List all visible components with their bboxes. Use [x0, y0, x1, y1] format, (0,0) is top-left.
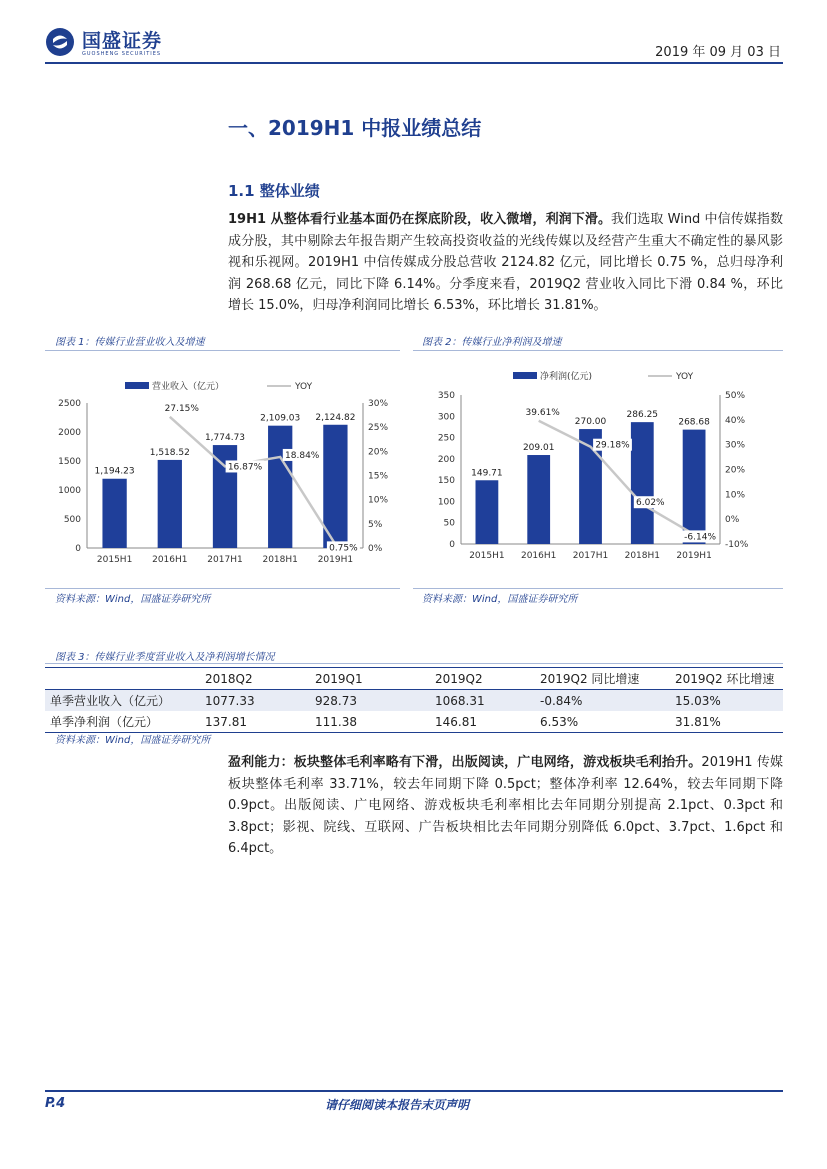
page-number: P.4	[45, 1096, 66, 1111]
table-header-row	[45, 668, 783, 690]
legend-line-label: YOY	[676, 372, 694, 382]
bar-value-label: 1,774.73	[204, 433, 246, 444]
table-cell: 单季净利润（亿元）	[45, 711, 200, 733]
y2-tick-label: 30%	[368, 399, 389, 409]
table-cell: 1068.31	[430, 690, 535, 712]
profitability-lead: 盈利能力：板块整体毛利率略有下滑，出版阅读，广电网络，游戏板块毛利抬升。	[228, 755, 702, 770]
table-cell: 6.53%	[535, 711, 670, 733]
y2-tick-label: 20%	[368, 447, 389, 458]
x-tick-label: 2017H1	[572, 551, 609, 561]
figure2-bottom-rule	[413, 588, 783, 589]
x-tick-label: 2017H1	[207, 555, 243, 565]
yoy-value-label: 6.02%	[636, 498, 665, 509]
bar-value-label: 209.01	[522, 443, 555, 454]
summary-body: 我们选取 Wind 中信传媒指数成分股，其中剔除去年报告期产生较高投资收益的光线传媒以及经营产生重大不确定性的暴风影视和乐视网。2019H1 中信传媒成分股总营收 2124.82 亿元，同比增长 0.75 %，总归母净利润 268.68 亿元，同比下降 6.14%。分季度来看，2019Q2 营业收入同比下滑 0.84 %，环比增长 15.0%，归母净利润同比增长 6.53%，环比增长 31.81%。	[228, 212, 784, 313]
footer-divider	[45, 1090, 783, 1092]
y-tick-label: 0	[449, 540, 455, 550]
y-tick-label: 2500	[58, 399, 81, 409]
x-tick-label: 2015H1	[96, 555, 133, 565]
footer-disclaimer: 请仔细阅读本报告末页声明	[325, 1098, 470, 1112]
bar	[158, 460, 182, 548]
x-tick-label: 2015H1	[469, 551, 505, 561]
yoy-value-label: -6.14%	[684, 532, 717, 543]
table-header-cell: 2018Q2	[200, 668, 310, 690]
report-date: 2019 年 09 月 03 日	[655, 45, 781, 60]
figure3-top-rule	[45, 663, 783, 664]
y2-tick-label: 15%	[368, 471, 389, 482]
table-header-cell: 2019Q2 同比增速	[535, 668, 670, 690]
y2-tick-label: 25%	[368, 423, 389, 434]
legend-bar-swatch	[125, 382, 149, 389]
y-tick-label: 250	[437, 433, 455, 444]
header-divider	[45, 62, 783, 64]
y-tick-label: 350	[437, 391, 455, 401]
y2-tick-label: 10%	[725, 490, 746, 501]
figure2-top-rule	[413, 350, 783, 351]
section-heading: 一、2019H1 中报业绩总结	[228, 116, 482, 140]
x-tick-label: 2016H1	[520, 551, 557, 561]
y2-tick-label: 0%	[368, 544, 383, 554]
table-cell: 1077.33	[200, 690, 310, 712]
figure1-title: 图表 1：传媒行业营业收入及增速	[55, 337, 205, 348]
y-tick-label: 200	[437, 454, 455, 465]
yoy-line	[539, 421, 694, 535]
revenue-chart	[45, 370, 405, 580]
bar-value-label: 149.71	[471, 468, 503, 479]
quarterly-table	[45, 667, 783, 733]
figure3-source: 资料来源：Wind，国盛证券研究所	[55, 735, 211, 746]
y2-tick-label: 50%	[725, 391, 746, 401]
yoy-value-label: 27.15%	[164, 403, 199, 414]
figure1-source: 资料来源：Wind，国盛证券研究所	[55, 594, 211, 605]
subsection-heading: 1.1 整体业绩	[228, 182, 320, 200]
table-header-cell	[45, 668, 200, 690]
y-tick-label: 500	[63, 515, 81, 525]
table-header-cell: 2019Q1	[310, 668, 430, 690]
table-cell: 15.03%	[670, 690, 783, 712]
table-cell: 928.73	[310, 690, 430, 712]
y2-tick-label: 40%	[725, 415, 746, 426]
bar-value-label: 2,124.82	[315, 412, 356, 423]
x-tick-label: 2019H1	[317, 555, 354, 565]
bar-value-label: 270.00	[574, 417, 607, 428]
y-tick-label: 1000	[58, 486, 81, 496]
yoy-value-label: 18.84%	[285, 450, 320, 461]
y2-tick-label: 10%	[368, 495, 389, 506]
table-cell: 137.81	[200, 711, 310, 733]
bar	[527, 455, 550, 544]
y-tick-label: 0	[75, 544, 81, 554]
y2-tick-label: 20%	[725, 465, 746, 476]
y-tick-label: 150	[437, 476, 455, 487]
bar	[683, 430, 706, 544]
bar-value-label: 286.25	[626, 410, 659, 421]
y-tick-label: 100	[437, 497, 455, 508]
figure1-bottom-rule	[45, 588, 400, 589]
company-logo-text: 国盛证券	[82, 30, 163, 52]
bar	[631, 422, 654, 544]
table-row	[45, 690, 783, 712]
yoy-value-label: 16.87%	[227, 462, 263, 473]
y-tick-label: 300	[437, 412, 455, 423]
y-tick-label: 50	[443, 518, 455, 529]
yoy-value-label: 39.61%	[525, 407, 560, 418]
x-tick-label: 2018H1	[262, 555, 298, 565]
yoy-value-label: 29.18%	[595, 440, 630, 451]
x-tick-label: 2019H1	[676, 551, 712, 561]
yoy-line	[170, 417, 336, 545]
y2-tick-label: 30%	[725, 440, 746, 451]
summary-lead: 19H1 从整体看行业基本面仍在探底阶段，收入微增，利润下滑。	[228, 212, 612, 227]
legend-bar-label: 营业收入（亿元）	[152, 382, 225, 392]
table-cell: -0.84%	[535, 690, 670, 712]
x-tick-label: 2016H1	[152, 555, 188, 565]
net-profit-chart	[413, 362, 783, 580]
table-cell: 146.81	[430, 711, 535, 733]
bar	[102, 479, 126, 548]
table-header-cell: 2019Q2	[430, 668, 535, 690]
table-row	[45, 711, 783, 733]
y2-tick-label: 0%	[725, 515, 740, 526]
legend-bar-swatch	[513, 372, 537, 379]
bar	[476, 480, 499, 544]
table-cell: 单季营业收入（亿元）	[45, 690, 200, 712]
table-cell: 31.81%	[670, 711, 783, 733]
figure2-source: 资料来源：Wind，国盛证券研究所	[422, 594, 578, 605]
y2-tick-label: -10%	[725, 540, 749, 550]
y2-tick-label: 5%	[368, 519, 383, 530]
bar-value-label: 2,109.03	[260, 413, 301, 424]
profitability-body: 2019H1 传媒板块整体毛利率 33.71%，较去年同期下降 0.5pct；整体净利率 12.64%，较去年同期下降 0.9pct。出版阅读、广电网络、游戏板块毛利率相比去年同期分别提高 2.1pct、0.3pct 和 3.8pct；影视、院线、互联网、广告板块相比去年同期分别降低 6.0pct、3.7pct、1.6pct 和 6.4pct。	[228, 755, 783, 856]
company-logo-icon	[45, 27, 75, 57]
profitability-paragraph	[228, 752, 783, 860]
x-tick-label: 2018H1	[624, 551, 661, 561]
legend-bar-label: 净利润(亿元)	[540, 372, 593, 382]
bar-value-label: 1,194.23	[94, 466, 135, 477]
legend-line-label: YOY	[295, 382, 313, 392]
bar-value-label: 1,518.52	[149, 447, 190, 458]
y-tick-label: 2000	[58, 428, 81, 438]
summary-paragraph	[228, 209, 783, 317]
company-logo-subtitle: GUOSHENG SECURITIES	[82, 51, 162, 57]
figure2-title: 图表 2：传媒行业净利润及增速	[422, 337, 562, 348]
table-cell: 111.38	[310, 711, 430, 733]
figure3-title: 图表 3：传媒行业季度营业收入及净利润增长情况	[55, 652, 275, 663]
yoy-value-label: 0.75%	[329, 543, 358, 554]
bar-value-label: 268.68	[678, 417, 710, 428]
table-header-cell: 2019Q2 环比增速	[670, 668, 783, 690]
bar	[268, 426, 292, 548]
y-tick-label: 1500	[58, 457, 81, 467]
figure1-top-rule	[45, 350, 400, 351]
